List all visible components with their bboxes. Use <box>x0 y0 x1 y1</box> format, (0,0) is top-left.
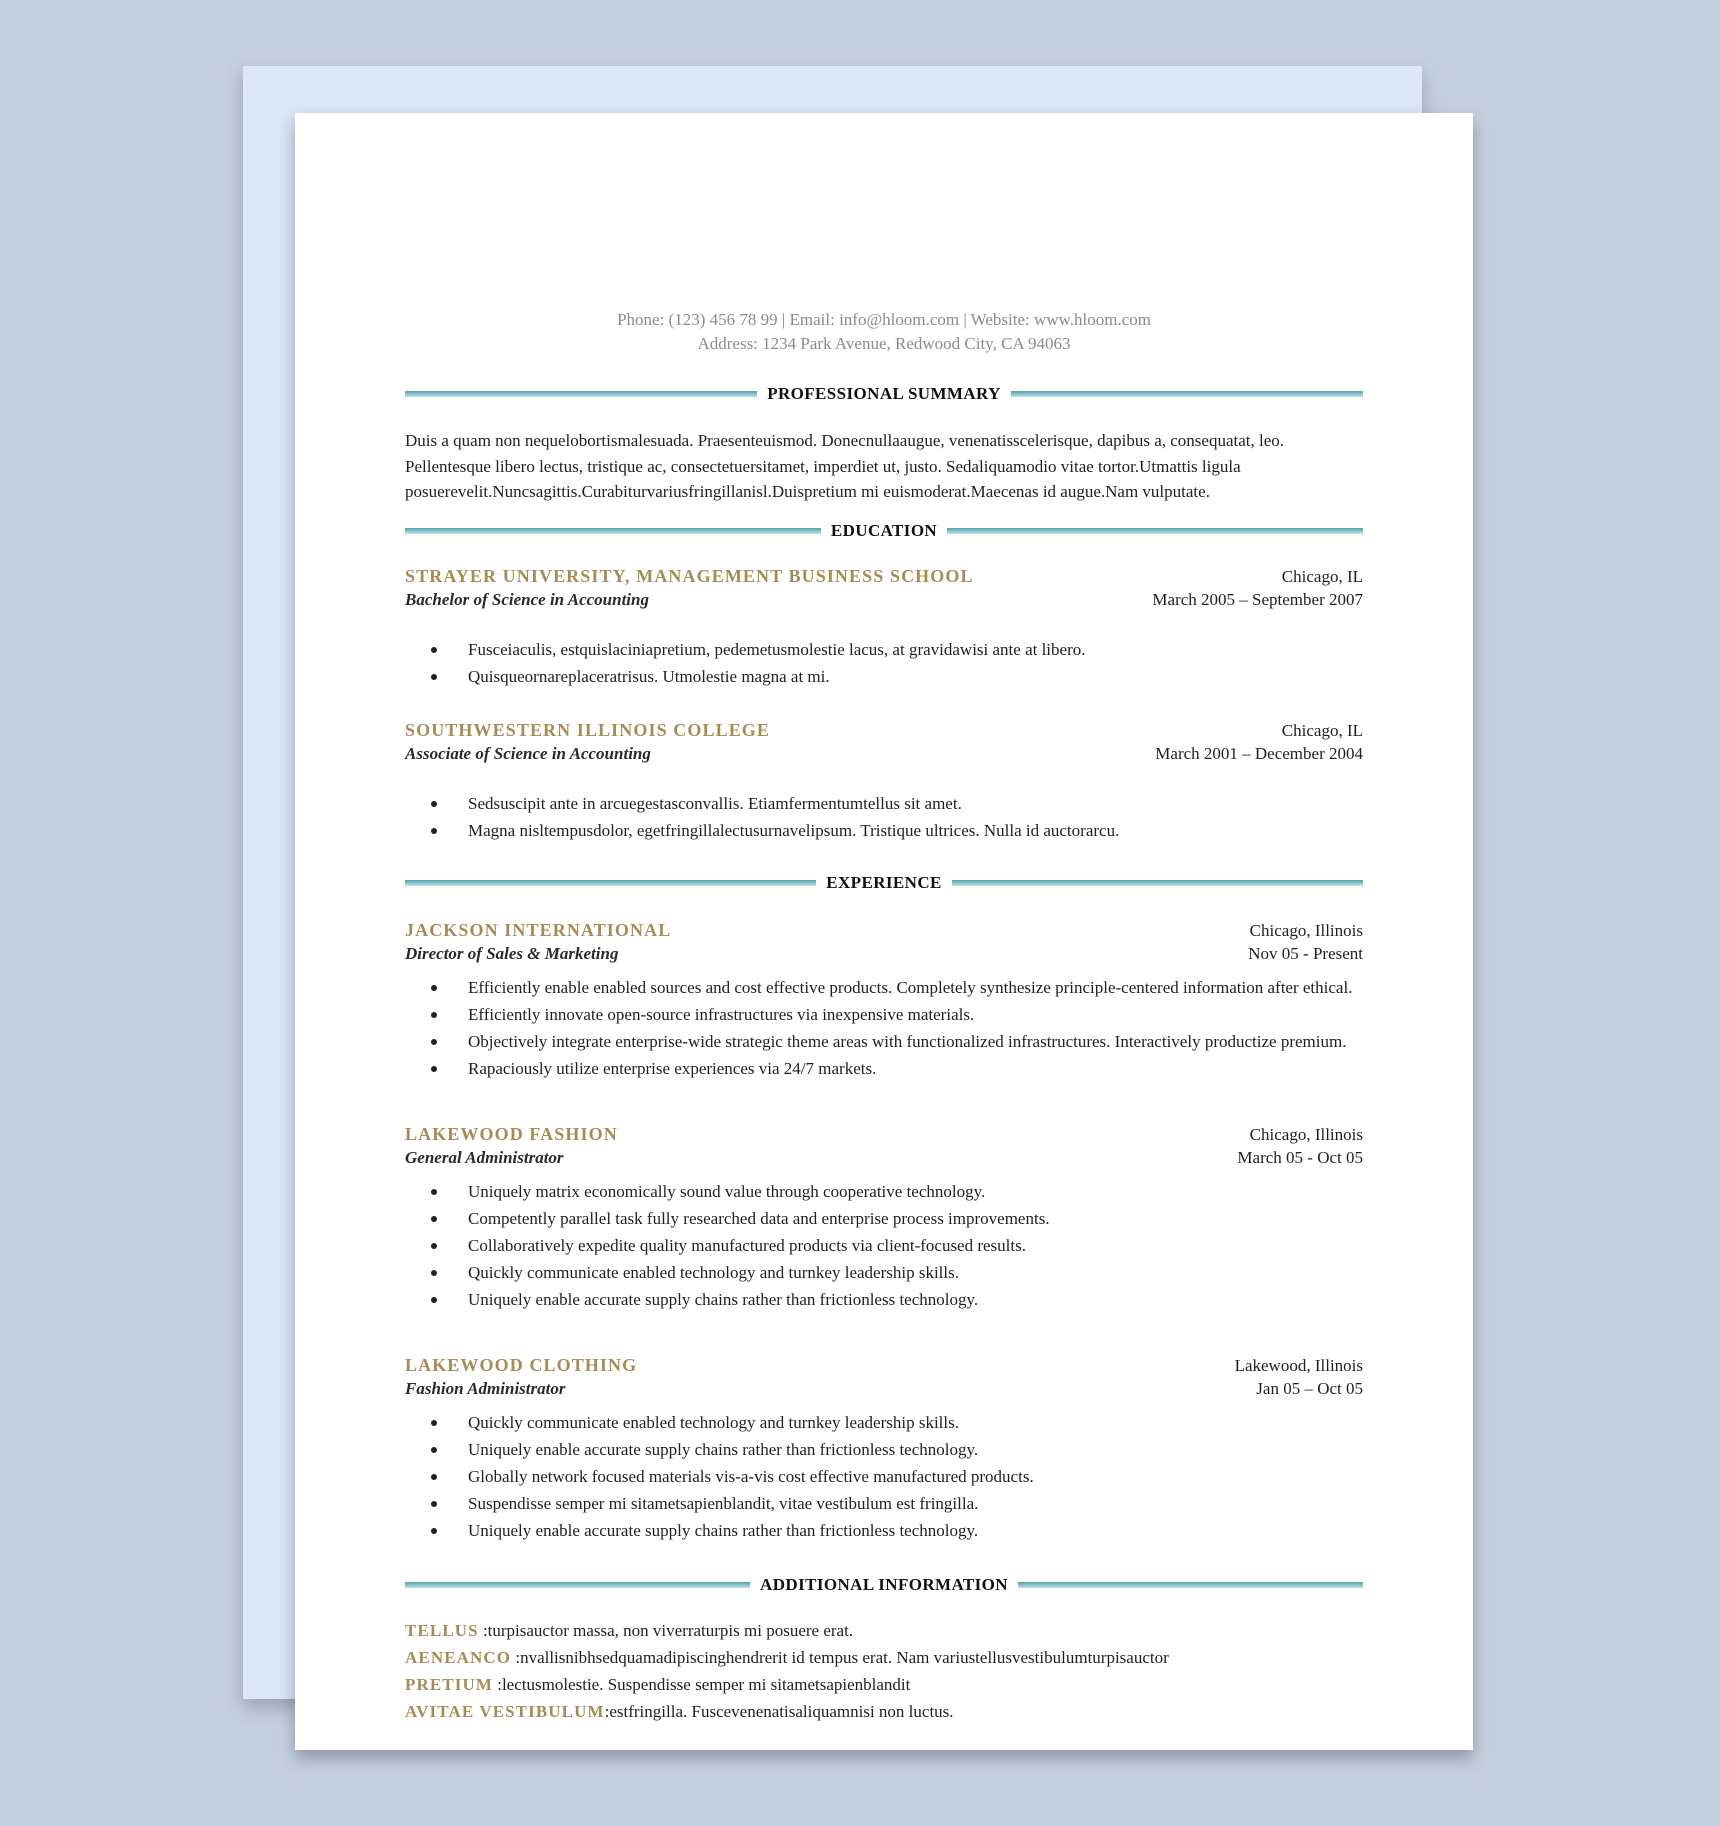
additional-info-label: TELLUS <box>405 1620 479 1640</box>
bullet-item: Uniquely enable accurate supply chains rather than frictionless technology. <box>405 1518 1363 1543</box>
contact-line-address: Address: 1234 Park Avenue, Redwood City, CA 94063 <box>697 334 1071 353</box>
additional-info-line <box>405 1698 1363 1725</box>
additional-info-line <box>405 1617 1363 1644</box>
bullet-item: Globally network focused materials vis-a-vis cost effective manufactured products. <box>405 1464 1363 1489</box>
job-title: Fashion Administrator <box>405 1378 566 1398</box>
section-rule-right <box>1018 1582 1363 1588</box>
section-rule-left <box>405 880 816 886</box>
experience-entry <box>405 1123 1363 1312</box>
bullet-item: Uniquely enable accurate supply chains rather than frictionless technology. <box>405 1437 1363 1462</box>
experience-entry-left <box>405 1123 618 1169</box>
degree-name: Associate of Science in Accounting <box>405 743 651 763</box>
experience-entry-right <box>1237 1123 1363 1169</box>
company-location: Lakewood, Illinois <box>1234 1355 1363 1375</box>
experience-entry-left <box>405 919 671 965</box>
job-dates: Jan 05 – Oct 05 <box>1256 1378 1363 1398</box>
experience-bullet-list <box>405 1179 1363 1312</box>
section-rule-right <box>1011 391 1363 397</box>
bullet-item: Quickly communicate enabled technology and turnkey leadership skills. <box>405 1410 1363 1435</box>
experience-entry <box>405 919 1363 1081</box>
bullet-item: Uniquely matrix economically sound value through cooperative technology. <box>405 1179 1363 1204</box>
experience-entry-left <box>405 1354 637 1400</box>
company-name: JACKSON INTERNATIONAL <box>405 919 672 940</box>
education-entry-header <box>405 565 1363 611</box>
section-rule-right <box>952 880 1363 886</box>
section-rule-left <box>405 391 757 397</box>
education-entry-left <box>405 565 974 611</box>
bullet-item: Quisqueornareplaceratrisus. Utmolestie magna at mi. <box>405 664 1363 689</box>
education-entry-right <box>1155 719 1363 765</box>
bullet-item: Efficiently innovate open-source infrastructures via inexpensive materials. <box>405 1002 1363 1027</box>
bullet-item: Objectively integrate enterprise-wide strategic theme areas with functionalized infrastructures. Interactively productize premium. <box>405 1029 1363 1054</box>
school-dates: March 2005 – September 2007 <box>1152 589 1363 609</box>
school-location: Chicago, IL <box>1281 566 1363 586</box>
education-entry-left <box>405 719 770 765</box>
section-rule-left <box>405 1582 750 1588</box>
additional-info-text: :turpisauctor massa, non viverraturpis mi posuere erat. <box>478 1620 854 1640</box>
contact-line-phone-email-website: Phone: (123) 456 78 99 | Email: info@hloom.com | Website: www.hloom.com <box>617 310 1151 329</box>
additional-info-text: :nvallisnibhsedquamadipiscinghendrerit id tempus erat. Nam variustellusvestibulumturpisauctor <box>511 1647 1169 1667</box>
company-name: LAKEWOOD FASHION <box>405 1123 618 1144</box>
bullet-item: Competently parallel task fully researched data and enterprise process improvements. <box>405 1206 1363 1231</box>
bullet-item: Suspendisse semper mi sitametsapienblandit, vitae vestibulum est fringilla. <box>405 1491 1363 1516</box>
section-rule-left <box>405 528 821 534</box>
education-bullet-list <box>405 791 1363 843</box>
experience-entry-header <box>405 1123 1363 1169</box>
bullet-item: Magna nisltempusdolor, egetfringillalectusurnavelipsum. Tristique ultrices. Nulla id auctorarcu. <box>405 818 1363 843</box>
job-dates: March 05 - Oct 05 <box>1237 1147 1363 1167</box>
education-bullet-list <box>405 637 1363 689</box>
section-header-education <box>405 521 1363 541</box>
school-name: STRAYER UNIVERSITY, MANAGEMENT BUSINESS SCHOOL <box>405 565 974 586</box>
additional-info-text: :estfringilla. Fuscevenenatisaliquamnisi non luctus. <box>604 1701 954 1721</box>
bullet-item: Collaboratively expedite quality manufactured products via client-focused results. <box>405 1233 1363 1258</box>
bullet-item: Efficiently enable enabled sources and cost effective products. Completely synthesize principle-centered information after ethical. <box>405 975 1363 1000</box>
school-name: SOUTHWESTERN ILLINOIS COLLEGE <box>405 719 771 740</box>
bullet-item: Rapaciously utilize enterprise experiences via 24/7 markets. <box>405 1056 1363 1081</box>
education-entry <box>405 719 1363 843</box>
additional-info-text: :lectusmolestie. Suspendisse semper mi sitametsapienblandit <box>492 1674 911 1694</box>
experience-bullet-list <box>405 1410 1363 1543</box>
company-location: Chicago, Illinois <box>1249 920 1363 940</box>
section-title: PROFESSIONAL SUMMARY <box>767 384 1001 403</box>
additional-info-line <box>405 1671 1363 1698</box>
experience-entry <box>405 1354 1363 1543</box>
resume-page <box>295 113 1473 1750</box>
job-title: General Administrator <box>405 1147 564 1167</box>
section-header-additional-information <box>405 1575 1363 1595</box>
section-rule-right <box>947 528 1363 534</box>
section-title: ADDITIONAL INFORMATION <box>760 1574 1008 1594</box>
degree-name: Bachelor of Science in Accounting <box>405 589 649 609</box>
job-dates: Nov 05 - Present <box>1248 943 1363 963</box>
section-header-professional-summary <box>405 384 1363 404</box>
additional-info-label: AENEANCO <box>405 1647 512 1667</box>
section-title: EXPERIENCE <box>826 872 942 892</box>
company-name: LAKEWOOD CLOTHING <box>405 1354 638 1375</box>
company-location: Chicago, Illinois <box>1249 1124 1363 1144</box>
experience-bullet-list <box>405 975 1363 1081</box>
experience-entry-right <box>1248 919 1363 965</box>
additional-info-line <box>405 1644 1363 1671</box>
experience-entry-header <box>405 1354 1363 1400</box>
experience-entry-right <box>1235 1354 1363 1400</box>
bullet-item: Sedsuscipit ante in arcuegestasconvallis. Etiamfermentumtellus sit amet. <box>405 791 1363 816</box>
contact-block <box>405 308 1363 356</box>
job-title: Director of Sales & Marketing <box>405 943 619 963</box>
additional-info-label: AVITAE VESTIBULUM <box>405 1701 605 1721</box>
bullet-item: Uniquely enable accurate supply chains rather than frictionless technology. <box>405 1287 1363 1312</box>
bullet-item: Quickly communicate enabled technology and turnkey leadership skills. <box>405 1260 1363 1285</box>
experience-entry-header <box>405 919 1363 965</box>
education-entry-header <box>405 719 1363 765</box>
education-entry <box>405 565 1363 689</box>
section-header-experience <box>405 873 1363 893</box>
section-title: EDUCATION <box>830 520 938 540</box>
additional-info-label: PRETIUM <box>405 1674 493 1694</box>
education-entry-right <box>1152 565 1363 611</box>
professional-summary-text: Duis a quam non nequelobortismalesuada. Praesenteuismod. Donecnullaaugue, venenatisscelerisque, dapibus a, consequatat, leo. Pellentesque libero lectus, tristique ac, consectetuersitamet, imperdiet ut, justo. Sedaliquamodio vitae tortor.Utmattis ligula posuerevelit.Nuncsagittis.Curabiturvariusfringillanisl.Duispretium mi euismoderat.Maecenas id augue.Nam vulputate. <box>405 431 1285 501</box>
additional-information-block <box>405 1617 1363 1725</box>
school-dates: March 2001 – December 2004 <box>1155 743 1363 763</box>
school-location: Chicago, IL <box>1281 720 1363 740</box>
bullet-item: Fusceiaculis, estquislaciniapretium, pedemetusmolestie lacus, at gravidawisi ante at libero. <box>405 637 1363 662</box>
